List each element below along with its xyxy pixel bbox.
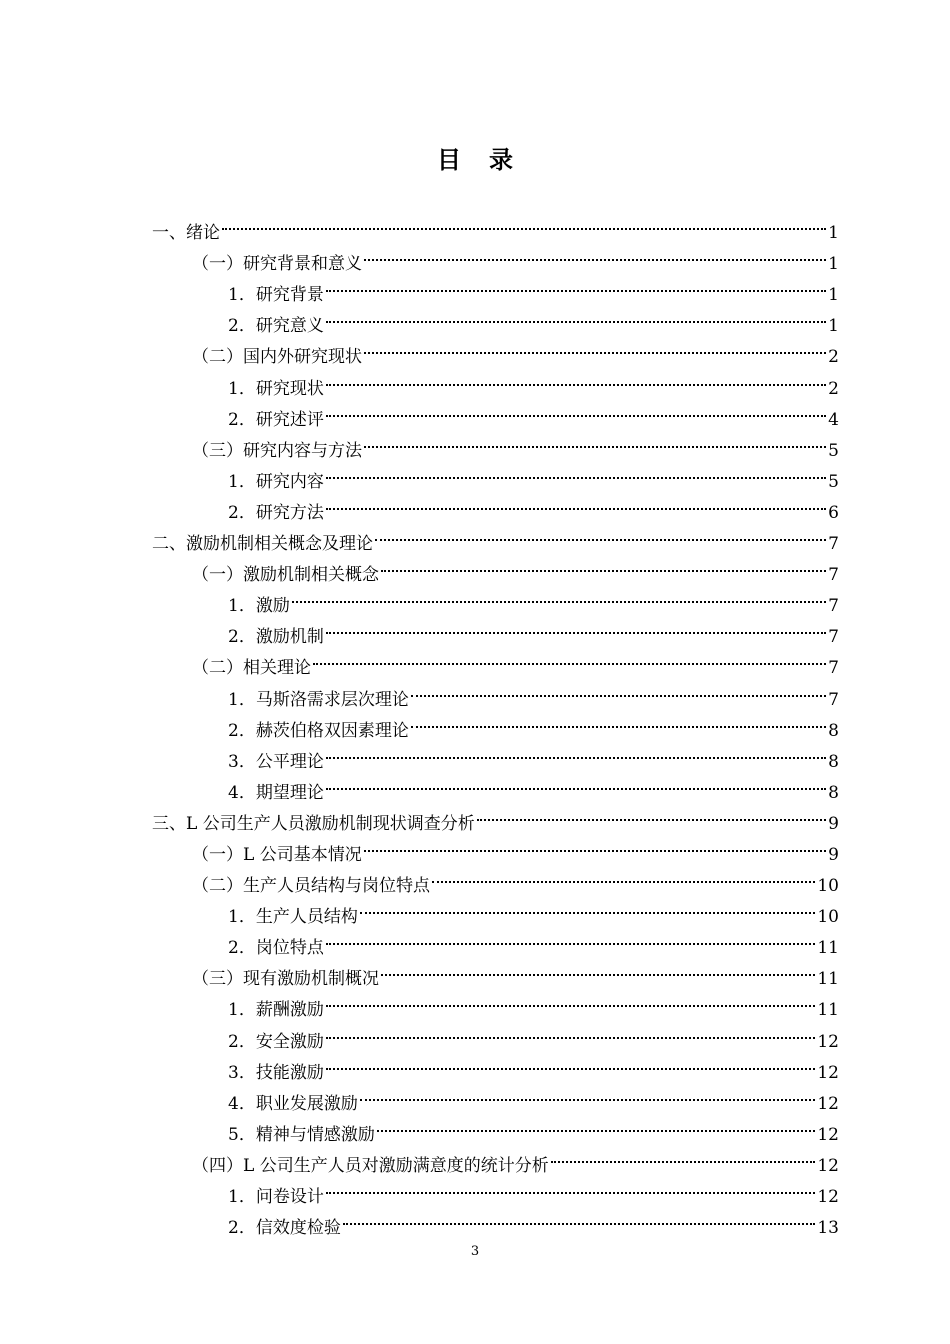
- toc-entry-label: 1．研究现状: [228, 378, 324, 399]
- toc-entry-page: 11: [817, 1000, 839, 1021]
- toc-entry-label: 1．薪酬激励: [228, 1000, 324, 1021]
- toc-entry-page: 12: [817, 1187, 839, 1207]
- toc-entry-label: 1．研究背景: [228, 285, 324, 306]
- toc-dot-leader: [381, 549, 826, 580]
- toc-entry-label: 2．研究意义: [228, 316, 324, 337]
- toc-entry-page: 7: [828, 627, 839, 648]
- toc-dot-leader: [313, 642, 826, 673]
- toc-entry-label: 2．安全激励: [228, 1031, 324, 1052]
- toc-dot-leader: [326, 394, 826, 425]
- toc-entry-label: （二）国内外研究现状: [192, 347, 362, 368]
- toc-entry-page: 6: [828, 502, 839, 523]
- toc-entry-page: 12: [817, 1062, 839, 1083]
- toc-entry-page: 1: [828, 223, 839, 244]
- toc-entry-label: 2．赫茨伯格双因素理论: [228, 720, 409, 741]
- toc-entry-page: 5: [828, 440, 839, 461]
- toc-entry-label: （三）研究内容与方法: [192, 440, 362, 461]
- toc-dot-leader: [326, 362, 826, 393]
- toc-entry-page: 7: [828, 534, 839, 555]
- toc-dot-leader: [292, 580, 826, 611]
- toc-entry-page: 7: [828, 658, 839, 679]
- toc-entry-label: （二）生产人员结构与岗位特点: [192, 876, 430, 897]
- toc-entry-page: 10: [817, 907, 839, 928]
- toc-entry-label: 2．激励机制: [228, 627, 324, 648]
- page-number: 3: [470, 1244, 480, 1259]
- toc-entry-page: 12: [817, 1124, 839, 1145]
- toc-entry-label: 1．激励: [228, 596, 290, 617]
- table-of-contents: [152, 207, 839, 1239]
- toc-dot-leader: [477, 798, 826, 829]
- toc-dot-leader: [326, 611, 826, 642]
- toc-entry-page: 2: [828, 378, 839, 399]
- toc-dot-leader: [364, 331, 826, 362]
- toc-entry-page: 12: [817, 1155, 839, 1176]
- toc-entry-label: 3．技能激励: [228, 1062, 324, 1083]
- toc-entry-page: 7: [828, 689, 839, 710]
- toc-entry-page: 2: [828, 347, 839, 368]
- toc-entry-page: 7: [828, 596, 839, 617]
- toc-entry-label: 1．生产人员结构: [228, 907, 358, 928]
- toc-entry-label: 3．公平理论: [228, 751, 324, 772]
- toc-entry-label: （四）L 公司生产人员对激励满意度的统计分析: [192, 1155, 549, 1176]
- toc-dot-leader: [326, 736, 826, 767]
- toc-entry-page: 9: [828, 813, 839, 834]
- toc-dot-leader: [411, 705, 826, 736]
- toc-entry-label: 1．马斯洛需求层次理论: [228, 689, 409, 710]
- toc-entry-label: 三、L 公司生产人员激励机制现状调查分析: [152, 813, 475, 834]
- toc-entry-label: 5．精神与情感激励: [228, 1124, 375, 1145]
- toc-dot-leader: [360, 1078, 816, 1109]
- toc-dot-leader: [411, 673, 826, 704]
- toc-entry-label: 2．研究方法: [228, 502, 324, 523]
- toc-entry[interactable]: [152, 207, 839, 244]
- toc-entry-page: 1: [828, 316, 839, 337]
- toc-entry-page: 8: [828, 751, 839, 772]
- toc-entry-label: 二、激励机制相关概念及理论: [152, 534, 373, 555]
- toc-entry-page: 11: [817, 938, 839, 959]
- toc-entry-label: 2．研究述评: [228, 409, 324, 430]
- toc-dot-leader: [326, 300, 826, 331]
- toc-dot-leader: [326, 487, 826, 518]
- toc-entry-page: 13: [817, 1218, 839, 1239]
- toc-entry-page: 1: [828, 285, 839, 306]
- toc-entry-label: 4．期望理论: [228, 782, 324, 803]
- toc-dot-leader: [551, 1140, 816, 1171]
- toc-entry-page: 12: [817, 1093, 839, 1114]
- toc-dot-leader: [326, 984, 816, 1015]
- toc-entry-page: 4: [828, 409, 839, 430]
- page-title: 目录: [437, 146, 541, 174]
- toc-entry-page: 1: [828, 254, 839, 275]
- toc-dot-leader: [326, 1047, 816, 1078]
- toc-entry-page: 5: [828, 471, 839, 492]
- toc-entry-label: 2．信效度检验: [228, 1218, 341, 1239]
- toc-dot-leader: [326, 1171, 816, 1202]
- toc-entry-label: 1．研究内容: [228, 471, 324, 492]
- toc-entry-page: 11: [817, 969, 839, 990]
- toc-dot-leader: [377, 1109, 816, 1140]
- toc-dot-leader: [364, 829, 826, 860]
- toc-entry-label: 2．岗位特点: [228, 938, 324, 959]
- toc-dot-leader: [364, 425, 826, 456]
- toc-entry-page: 8: [828, 720, 839, 741]
- toc-entry-label: 一、绪论: [152, 223, 220, 244]
- toc-dot-leader: [222, 207, 826, 238]
- toc-dot-leader: [360, 891, 816, 922]
- toc-dot-leader: [326, 922, 816, 953]
- toc-dot-leader: [326, 456, 826, 487]
- toc-dot-leader: [381, 953, 815, 984]
- toc-dot-leader: [364, 238, 826, 269]
- toc-entry-page: 10: [817, 876, 839, 897]
- toc-dot-leader: [343, 1202, 816, 1233]
- toc-entry-label: （三）现有激励机制概况: [192, 969, 379, 990]
- toc-entry-label: （一）研究背景和意义: [192, 254, 362, 275]
- toc-entry-label: （一）L 公司基本情况: [192, 844, 362, 865]
- toc-entry-page: 8: [828, 782, 839, 803]
- toc-entry-label: （一）激励机制相关概念: [192, 565, 379, 586]
- toc-entry-page: 7: [828, 565, 839, 586]
- toc-dot-leader: [326, 767, 826, 798]
- toc-dot-leader: [432, 860, 815, 891]
- toc-dot-leader: [375, 518, 826, 549]
- toc-entry-label: （二）相关理论: [192, 658, 311, 679]
- toc-dot-leader: [326, 1015, 816, 1046]
- toc-entry[interactable]: [152, 238, 839, 275]
- toc-dot-leader: [326, 269, 826, 300]
- toc-entry-page: 12: [817, 1031, 839, 1052]
- toc-entry-label: 4．职业发展激励: [228, 1093, 358, 1114]
- toc-entry-page: 9: [828, 844, 839, 865]
- toc-entry-label: 1．问卷设计: [228, 1187, 324, 1207]
